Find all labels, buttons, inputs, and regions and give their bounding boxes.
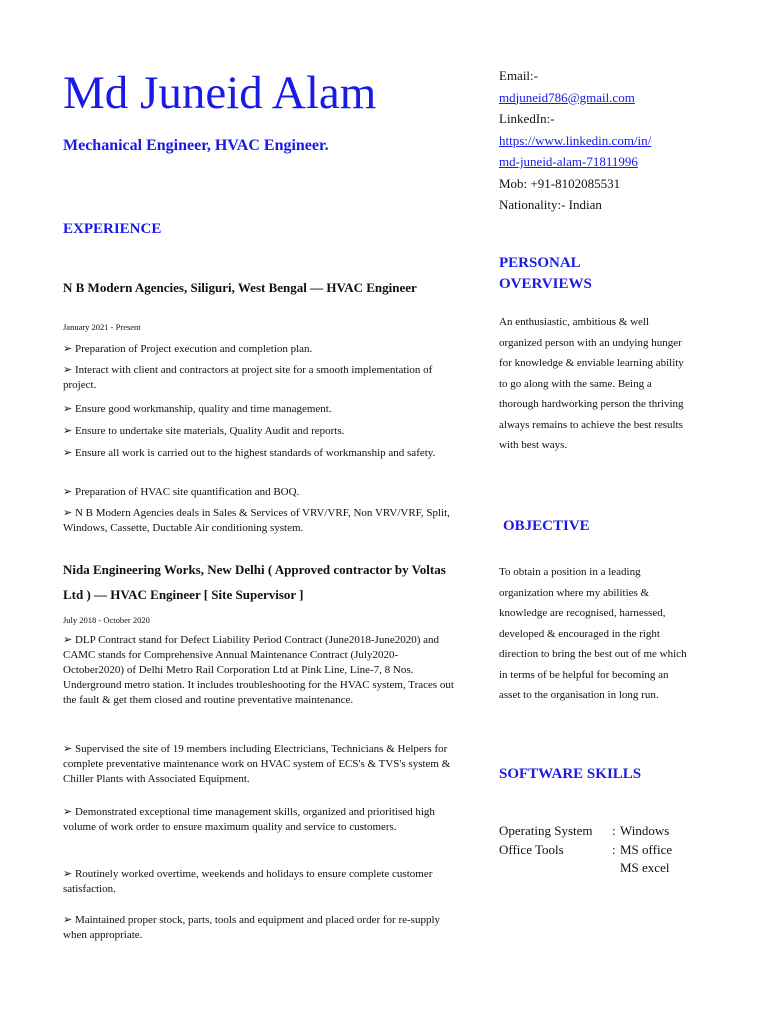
job1-bullet: ➢ Ensure all work is carried out to the highest standards of workmanship and safety. xyxy=(63,447,436,459)
email-link[interactable]: mdjuneid786@gmail.com xyxy=(499,89,635,105)
software-skills-table xyxy=(499,822,672,878)
job2-bullet: ➢ Maintained proper stock, parts, tools and equipment and placed order for re-supply when appropriate. xyxy=(63,914,440,941)
office-tools-value: MS office MS excel xyxy=(620,841,673,875)
software-skills-heading: SOFTWARE SKILLS xyxy=(499,766,642,782)
office-tools-label: Office Tools xyxy=(499,841,564,857)
candidate-name: Md Juneid Alam xyxy=(63,67,377,119)
job2-bullet: ➢ Supervised the site of 19 members including Electricians, Technicians & Helpers for complete preventative maintenance work on HVAC system of ECS's & TVS's system & Chiller Plants with Associated Equipment. xyxy=(63,743,451,785)
job1-title: N B Modern Agencies, Siliguri, West Bengal — HVAC Engineer xyxy=(63,280,417,295)
job1-bullet: ➢ N B Modern Agencies deals in Sales & Services of VRV/VRF, Non VRV/VRF, Split, Windows, Cassette, Ductable Air conditioning system. xyxy=(63,507,450,534)
job1-dates: January 2021 - Present xyxy=(63,322,141,332)
mobile-number: Mob: +91-8102085531 xyxy=(499,175,621,191)
job1-bullet: ➢ Ensure to undertake site materials, Quality Audit and reports. xyxy=(63,425,345,437)
os-label: Operating System xyxy=(499,823,593,838)
job1-bullet: ➢ Interact with client and contractors at project site for a smooth implementation of project. xyxy=(63,364,433,391)
job2-bullet: ➢ Demonstrated exceptional time management skills, organized and prioritised high volume of work order to ensure maximum quality and service to customers. xyxy=(63,806,435,833)
candidate-subtitle: Mechanical Engineer, HVAC Engineer. xyxy=(63,137,329,154)
personal-overviews-heading: PERSONAL OVERVIEWS xyxy=(499,255,592,292)
linkedin-link-continued[interactable]: md-juneid-alam-71811996 xyxy=(499,154,638,169)
objective-heading: OBJECTIVE xyxy=(503,518,590,534)
job2-bullet: ➢ Routinely worked overtime, weekends and holidays to ensure complete customer satisfaction. xyxy=(63,868,433,895)
objective-text: To obtain a position in a leading organization where my abilities & knowledge are recognised, harnessed, developed & encouraged in the right direction to bring the best out of me which in terms of be helpful for becoming an asset to the organisation in long run. xyxy=(499,566,687,701)
job2-bullet: ➢ DLP Contract stand for Defect Liability Period Contract (June2018-June2020) and CAMC stands for Comprehensive Annual Maintenance Contract (July2020- October2020) of Delhi Metro Rail Corporation Ltd at Pink Line, Line-7, 8 Nos. Underground metro station. It includes troubleshooting for the HVAC system, Traces out the fault & get them closed and routine preventative maintenance. xyxy=(63,634,454,706)
job2-dates: July 2018 - October 2020 xyxy=(63,615,150,625)
job1-bullet: ➢ Preparation of HVAC site quantification and BOQ. xyxy=(63,486,300,498)
job1-bullet: ➢ Ensure good workmanship, quality and time management. xyxy=(63,403,332,415)
contact-block xyxy=(499,65,739,216)
nationality: Nationality:- Indian xyxy=(499,197,602,212)
experience-heading: EXPERIENCE xyxy=(63,221,162,237)
job1-bullet: ➢ Preparation of Project execution and completion plan. xyxy=(63,343,313,355)
office-tools-separator: : xyxy=(612,841,616,857)
linkedin-label: LinkedIn:- xyxy=(499,111,555,126)
os-separator: : xyxy=(612,823,616,838)
job2-title: Nida Engineering Works, New Delhi ( Approved contractor by Voltas Ltd ) — HVAC Engineer [ Site Supervisor ] xyxy=(63,562,446,602)
personal-overviews-text: An enthusiastic, ambitious & well organized person with an undying hunger for knowledge & enviable learning ability to go along with the same. Being a thorough hardworking person the thriving always remains to achieve the best results with best ways. xyxy=(499,316,684,451)
linkedin-link[interactable]: https://www.linkedin.com/in/ xyxy=(499,132,652,148)
os-value: Windows xyxy=(620,823,670,838)
email-label: Email:- xyxy=(499,68,538,83)
